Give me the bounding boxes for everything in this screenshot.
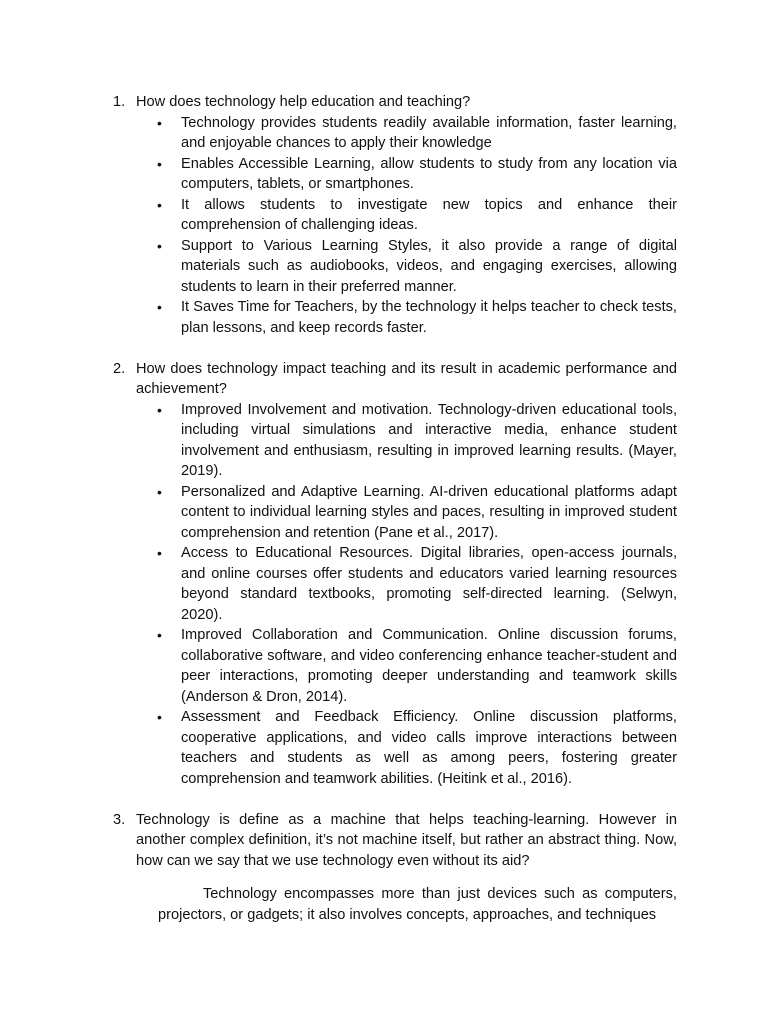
bullet-icon: • bbox=[157, 114, 162, 131]
list-item-text: Personalized and Adaptive Learning. AI-driven educational platforms adapt content to individual learning styles and paces, resulting in improved student comprehension and retention (Pane et al., 2017). bbox=[181, 483, 677, 541]
list-item-text: Access to Educational Resources. Digital libraries, open-access journals, and online courses offer students and educators varied learning resources beyond standard textbooks, promoting self-directed learning. (Selwyn, 2020). bbox=[181, 545, 677, 623]
question-3 bbox=[0, 810, 768, 926]
question-number: 1. bbox=[113, 94, 126, 110]
list-item bbox=[0, 297, 768, 338]
list-item bbox=[0, 482, 768, 544]
list-item-text: Support to Various Learning Styles, it also provide a range of digital materials such as audiobooks, videos, and engaging exercises, allowing students to learn in their preferred manner. bbox=[181, 237, 677, 295]
question-list bbox=[0, 92, 768, 946]
list-item-text: It Saves Time for Teachers, by the technology it helps teacher to check tests, plan lessons, and keep records faster. bbox=[181, 299, 677, 336]
list-item-text: Enables Accessible Learning, allow students to study from any location via computers, tablets, or smartphones. bbox=[181, 155, 677, 192]
question-2 bbox=[0, 359, 768, 790]
list-item-text: Assessment and Feedback Efficiency. Online discussion platforms, cooperative applications, and video calls improve interactions between teachers and students as well as among peers, fostering greater comprehension and teamwork abilities. (Heitink et al., 2016). bbox=[181, 709, 677, 787]
bullet-icon: • bbox=[157, 545, 162, 561]
bullet-icon: • bbox=[157, 196, 162, 213]
question-text: How does technology help education and teaching? bbox=[136, 94, 471, 110]
answer-paragraph: Technology encompasses more than just devices such as computers, projectors, or gadgets; it also involves concepts, approaches, and techniques bbox=[158, 886, 677, 923]
bullet-icon: • bbox=[157, 299, 162, 315]
bullet-list bbox=[0, 400, 768, 790]
question-text: How does technology impact teaching and its result in academic performance and achievement? bbox=[136, 360, 677, 397]
bullet-icon: • bbox=[157, 237, 162, 254]
list-item bbox=[0, 400, 768, 482]
bullet-icon: • bbox=[157, 401, 162, 418]
list-item bbox=[0, 707, 768, 789]
list-item bbox=[0, 195, 768, 236]
list-item bbox=[0, 625, 768, 707]
bullet-icon: • bbox=[157, 627, 162, 643]
list-item bbox=[0, 113, 768, 154]
question-number: 2. bbox=[113, 360, 126, 377]
bullet-list bbox=[0, 113, 768, 339]
question-1 bbox=[0, 92, 768, 338]
bullet-icon: • bbox=[157, 155, 162, 172]
list-item-text: It allows students to investigate new topics and enhance their comprehension of challenging ideas. bbox=[181, 196, 677, 233]
bullet-icon: • bbox=[157, 483, 162, 500]
list-item bbox=[0, 154, 768, 195]
question-number: 3. bbox=[113, 811, 126, 828]
list-item-text: Improved Involvement and motivation. Technology-driven educational tools, including virtual simulations and interactive media, enhance student involvement and enthusiasm, resulting in improved learning results. (Mayer, 2019). bbox=[181, 401, 677, 479]
list-item-text: Improved Collaboration and Communication. Online discussion forums, collaborative software, and video conferencing enhance teacher-student and peer interactions, promoting deeper understanding and teamwork skills (Anderson & Dron, 2014). bbox=[181, 627, 677, 705]
bullet-icon: • bbox=[157, 709, 162, 725]
question-text: Technology is define as a machine that helps teaching-learning. However in another complex definition, it’s not machine itself, but rather an abstract thing. Now, how can we say that we use technology even without its aid? bbox=[136, 811, 677, 869]
list-item bbox=[0, 543, 768, 625]
list-item-text: Technology provides students readily available information, faster learning, and enjoyable chances to apply their knowledge bbox=[181, 114, 677, 151]
list-item bbox=[0, 236, 768, 298]
